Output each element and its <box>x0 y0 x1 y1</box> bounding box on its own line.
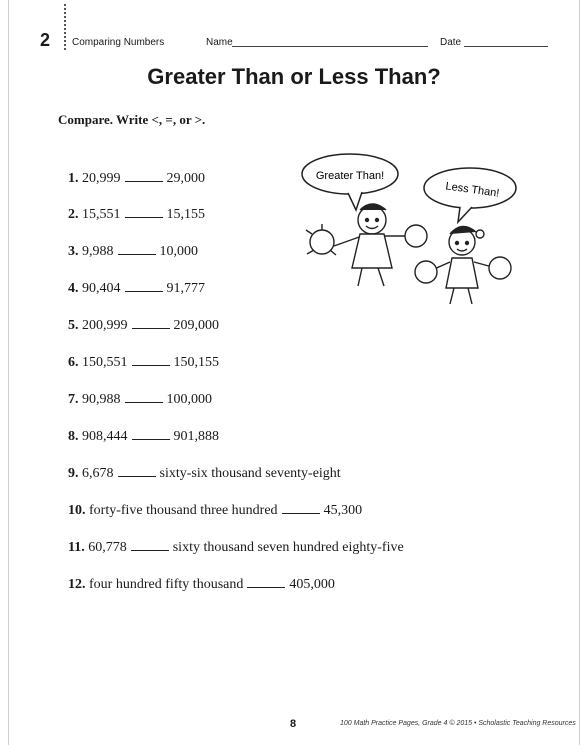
page-title: Greater Than or Less Than? <box>147 64 441 89</box>
left-value: 20,999 <box>82 171 121 186</box>
problem-number: 7. <box>68 392 79 407</box>
problem-row <box>68 171 205 187</box>
left-value: 9,988 <box>82 244 114 259</box>
problem-row <box>68 244 198 260</box>
right-value: 10,000 <box>159 244 198 259</box>
instructions: Compare. Write <, =, or >. <box>58 112 206 127</box>
problem-number: 9. <box>68 466 79 481</box>
problem-number: 11. <box>68 540 85 555</box>
problem-row <box>68 429 219 445</box>
right-value: 901,888 <box>173 429 219 444</box>
problem-number: 2. <box>68 207 79 222</box>
pompom-right-icon <box>405 225 427 247</box>
problem-number: 4. <box>68 281 79 296</box>
answer-blank[interactable] <box>118 475 156 477</box>
answer-blank[interactable] <box>118 253 156 255</box>
answer-blank[interactable] <box>125 180 163 182</box>
answer-blank[interactable] <box>125 401 163 403</box>
right-value: 100,000 <box>166 392 212 407</box>
left-value: 6,678 <box>82 466 114 481</box>
left-value: forty-five thousand three hundred <box>89 503 278 518</box>
date-label: Date <box>440 37 462 48</box>
bubble-left-text: Greater Than! <box>315 170 385 182</box>
problem-number: 10. <box>68 503 86 518</box>
left-value: four hundred fifty thousand <box>89 577 244 592</box>
problem-row <box>68 355 219 371</box>
problem-row <box>68 540 404 556</box>
problem-row <box>68 392 212 408</box>
left-value: 15,551 <box>82 207 121 222</box>
problem-row <box>68 577 335 593</box>
problem-number: 6. <box>68 355 79 370</box>
cheerleader-right <box>415 226 511 304</box>
right-value: 150,155 <box>173 355 219 370</box>
footer-credit: 100 Math Practice Pages, Grade 4 © 2015 • Scholastic Teaching Resources <box>340 720 576 727</box>
unit-number: 2 <box>40 30 51 50</box>
right-value: 405,000 <box>289 577 335 592</box>
bubble-right-text: Less Than! <box>444 180 501 200</box>
answer-blank[interactable] <box>125 290 163 292</box>
right-value: 29,000 <box>166 171 205 186</box>
left-value: 90,988 <box>82 392 121 407</box>
name-label: Name <box>206 37 233 48</box>
problem-row <box>68 466 341 482</box>
right-value: 45,300 <box>323 503 363 518</box>
answer-blank[interactable] <box>282 512 320 514</box>
answer-blank[interactable] <box>247 586 285 588</box>
right-value: 209,000 <box>173 318 219 333</box>
footer-page-number: 8 <box>290 718 297 730</box>
answer-blank[interactable] <box>131 549 169 551</box>
problem-row <box>68 503 362 519</box>
answer-blank[interactable] <box>132 364 170 366</box>
problem-number: 1. <box>68 171 79 186</box>
left-value: 90,404 <box>82 281 121 296</box>
section-title: Comparing Numbers <box>72 37 165 48</box>
problem-row <box>68 281 205 297</box>
answer-blank[interactable] <box>125 216 163 218</box>
cheerleaders-illustration <box>300 150 520 320</box>
problem-number: 8. <box>68 429 79 444</box>
problem-row <box>68 318 219 334</box>
right-value: sixty-six thousand seventy-eight <box>159 466 341 481</box>
dotted-divider <box>64 4 66 50</box>
right-value: sixty thousand seven hundred eighty-five <box>172 540 404 555</box>
left-value: 200,999 <box>82 318 128 333</box>
problem-number: 3. <box>68 244 79 259</box>
left-value: 908,444 <box>82 429 128 444</box>
cheerleader-left <box>306 204 427 286</box>
answer-blank[interactable] <box>132 438 170 440</box>
problem-row <box>68 207 205 223</box>
problem-number: 12. <box>68 577 86 592</box>
right-value: 15,155 <box>166 207 205 222</box>
left-value: 60,778 <box>88 540 127 555</box>
answer-blank[interactable] <box>132 327 170 329</box>
right-value: 91,777 <box>166 281 205 296</box>
left-value: 150,551 <box>82 355 128 370</box>
problem-number: 5. <box>68 318 79 333</box>
name-field-line[interactable] <box>232 46 428 47</box>
date-field-line[interactable] <box>464 46 548 47</box>
